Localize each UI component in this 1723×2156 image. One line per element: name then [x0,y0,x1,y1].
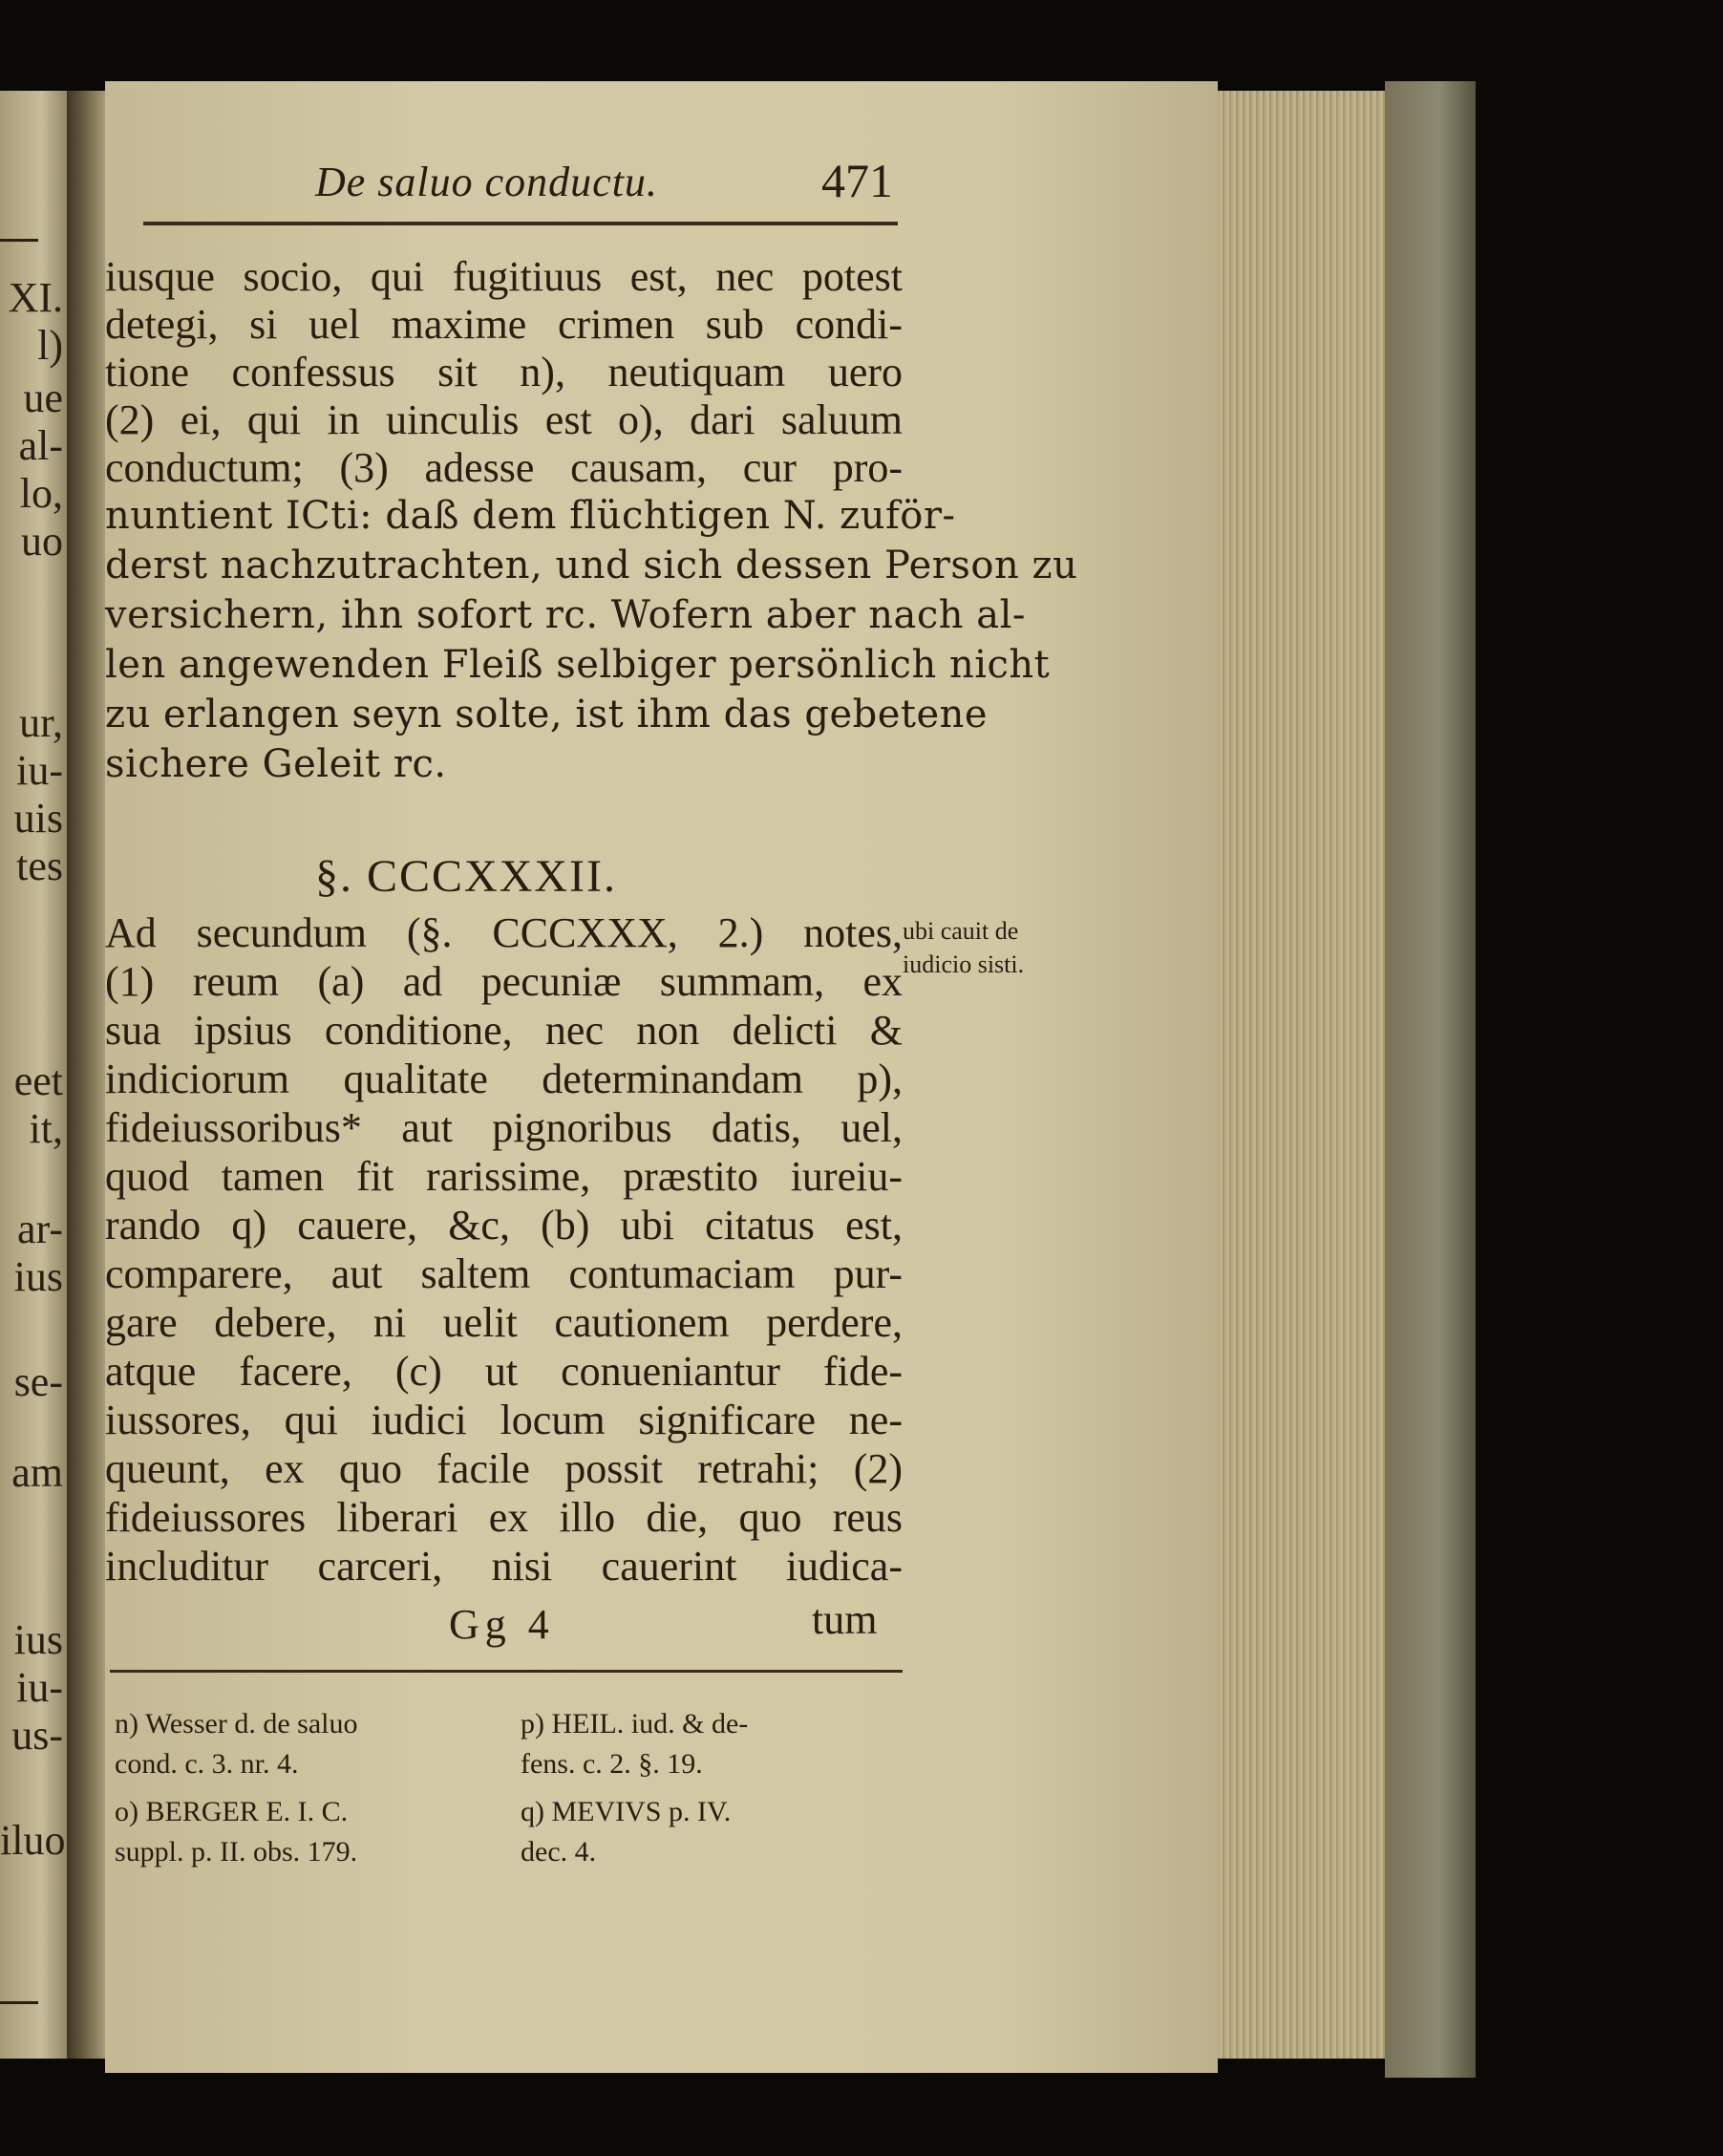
footnote-q: q) MEVIVS p. IV. [521,1796,732,1827]
page-block-edges [1199,91,1404,2059]
body-line: (2) ei, qui in uinculis est o), dari saluum [105,396,903,443]
footnote-n: n) Wesser d. de saluo [115,1708,358,1740]
section-line: fideiussores liberari ex illo die, quo reus [105,1494,903,1541]
running-head-title: De saluo conductu. [315,159,658,205]
section-line: sua ipsius conditione, nec non delicti & [105,1007,903,1054]
previous-page-fragment: l) [37,322,63,369]
body-line: tione confessus sit n), neutiquam uero [105,349,903,395]
previous-page-fragment: lo, [19,470,63,517]
book-gutter [67,91,110,2059]
body-line: detegi, si uel maxime crimen sub condi- [105,301,903,348]
section-line: (1) reum (a) ad pecuniæ summam, ex [105,958,903,1005]
previous-page-fragment: ar- [17,1206,63,1252]
previous-page-fragment: XI. [8,274,63,321]
previous-page-fragment: iluo [0,1817,66,1864]
previous-page-fragment: us- [11,1712,63,1759]
footnote-o: suppl. p. II. obs. 179. [115,1836,358,1868]
section-line: iussores, qui iudici locum significare ne- [105,1397,903,1443]
footnote-p: p) HEIL. iud. & de- [521,1708,749,1740]
footnote-o: o) BERGER E. I. C. [115,1796,349,1827]
section-line: queunt, ex quo facile possit retrahi; (2) [105,1445,903,1492]
signature-mark: Gg 4 [449,1601,555,1648]
previous-page-fragment: ue [23,374,63,421]
footnote-p: fens. c. 2. §. 19. [521,1748,703,1780]
body-line: zu erlangen seyn solte, ist ihm das gebetene [105,693,989,736]
previous-page-fragment: uis [13,795,63,842]
body-line: nuntient ICti: daß dem flüchtigen N. zuför- [105,494,956,538]
left-rule [0,2001,38,2004]
footnote-rule [110,1670,903,1673]
section-line: atque facere, (c) ut conueniantur fide- [105,1348,903,1395]
footnote-n: cond. c. 3. nr. 4. [115,1748,299,1780]
section-line: comparere, aut saltem contumaciam pur- [105,1250,903,1297]
marginal-note: ubi cauit de [903,917,1019,945]
page-number: 471 [821,154,893,207]
section-line: indiciorum qualitate determinandam p), [105,1056,903,1102]
previous-page-fragment: am [11,1449,63,1496]
section-line: quod tamen fit rarissime, præstito iureiu- [105,1153,903,1200]
book-cover-edge [1385,81,1476,2078]
previous-page-fragment: iu- [16,1664,63,1711]
section-heading: §. CCCXXXII. [315,851,618,902]
previous-page-fragment: al- [18,422,63,469]
body-line: len angewenden Fleiß selbiger persönlich nicht [105,643,1051,687]
marginal-note: iudicio sisti. [903,950,1025,978]
footnote-q: dec. 4. [521,1836,597,1868]
previous-page-fragment: se- [13,1358,63,1405]
previous-page-fragment: it, [29,1105,63,1152]
section-line: fideiussoribus* aut pignoribus datis, uel, [105,1104,903,1151]
body-line: iusque socio, qui fugitiuus est, nec potest [105,253,903,300]
previous-page-fragment: tes [16,843,63,889]
previous-page-fragment: ur, [19,699,63,746]
previous-page-fragment: iu- [16,747,63,794]
body-line: versichern, ihn sofort rc. Wofern aber nach al- [105,593,1026,637]
section-line: Ad secundum (§. CCCXXX, 2.) notes, [105,909,903,956]
section-line: rando q) cauere, &c, (b) ubi citatus est, [105,1202,903,1249]
catchword: tum [812,1596,878,1643]
previous-page-fragment: uo [21,518,63,565]
body-line: sichere Geleit rc. [105,742,447,786]
previous-page-fragment: ius [13,1616,63,1663]
section-line: includitur carceri, nisi cauerint iudica- [105,1543,903,1590]
left-rule [0,239,38,242]
previous-page-fragment: eet [13,1057,63,1104]
header-rule [143,222,898,225]
section-line: gare debere, ni uelit cautionem perdere, [105,1299,903,1346]
body-line: conductum; (3) adesse causam, cur pro- [105,444,903,491]
previous-page-fragment: ius [13,1253,63,1300]
body-line: derst nachzutrachten, und sich dessen Person zu [105,544,1078,587]
